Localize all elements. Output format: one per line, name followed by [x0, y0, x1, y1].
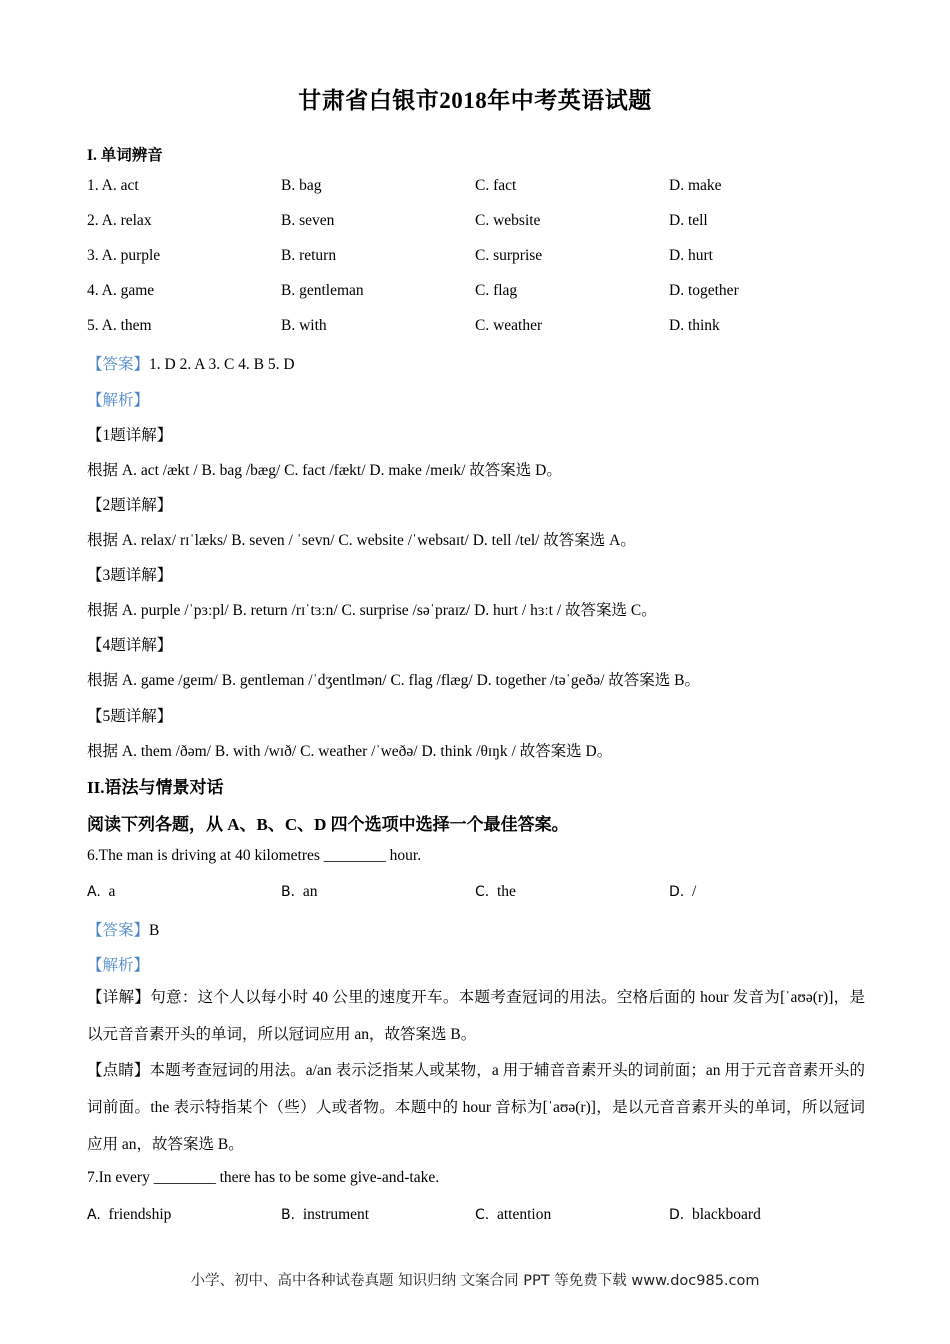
answer-text: 1. D 2. A 3. C 4. B 5. D — [149, 356, 295, 373]
option: 5. A. them — [87, 317, 152, 334]
option-c: C. attention — [475, 1206, 552, 1223]
option: D. tell — [669, 212, 708, 229]
tip-tag: 【点睛】 — [87, 1062, 150, 1079]
page-title: 甘肃省白银市2018年中考英语试题 — [298, 88, 652, 113]
section2-instruction: 阅读下列各题，从 A、B、C、D 四个选项中选择一个最佳答案。 — [87, 815, 569, 834]
q6-answer-line — [87, 918, 159, 940]
question-7-stem: 7.In every ________ there has to be some give-and-take. — [87, 1169, 440, 1186]
option: D. think — [669, 317, 720, 334]
detail-label: 【5题详解】 — [87, 708, 173, 725]
section2-heading: II.语法与情景对话 — [87, 778, 224, 797]
answer-tag: 【答案】 — [87, 356, 150, 373]
answer-line — [87, 352, 295, 374]
option-d: D. / — [669, 883, 697, 900]
detail-text: 根据 A. purple /ˈpɜːpl/ B. return /rɪˈtɜːn/ C. surprise /səˈpraɪz/ D. hurt / hɜːt / 故答案选 C。 — [87, 602, 657, 619]
tip-text: 本题考查冠词的用法。a/an 表示泛指某人或某物，a 用于辅音音素开头的词前面；an 用于元音音素开头的词前面。the 表示特指某个（些）人或者物。本题中的 hour 音标为[ˈaʊə(r)]，是以元音音素开头的单词，所以冠词应用 an，故答案选 B。 — [87, 1062, 865, 1153]
option: C. website — [475, 212, 541, 229]
option-d: D. blackboard — [669, 1206, 761, 1223]
answer-tag: 【答案】 — [87, 922, 150, 939]
answer-text: B — [149, 922, 160, 939]
q6-detail — [87, 979, 865, 1053]
detail-label: 【1题详解】 — [87, 427, 173, 444]
detail-text: 句意：这个人以每小时 40 公里的速度开车。本题考查冠词的用法。空格后面的 hour 发音为[ˈaʊə(r)]，是以元音音素开头的单词，所以冠词应用 an，故答案选 B。 — [87, 989, 865, 1043]
footer-text: 小学、初中、高中各种试卷真题 知识归纳 文案合同 PPT 等免费下载 www.doc985.com — [190, 1273, 760, 1289]
option: D. together — [669, 282, 739, 299]
option: 2. A. relax — [87, 212, 152, 229]
detail-text: 根据 A. act /ækt / B. bag /bæg/ C. fact /fækt/ D. make /meɪk/ 故答案选 D。 — [87, 462, 562, 479]
option-c: C. the — [475, 883, 516, 900]
option: 1. A. act — [87, 177, 139, 194]
detail-text: 根据 A. relax/ rɪˈlæks/ B. seven / ˈsevn/ C. website /ˈwebsaɪt/ D. tell /tel/ 故答案选 A。 — [87, 532, 636, 549]
option: B. seven — [281, 212, 335, 229]
option: 4. A. game — [87, 282, 155, 299]
q6-tip — [87, 1052, 865, 1163]
detail-label: 【3题详解】 — [87, 567, 173, 584]
option: B. bag — [281, 177, 322, 194]
section1-heading: I. 单词辨音 — [87, 147, 163, 164]
option: C. flag — [475, 282, 518, 299]
option: 3. A. purple — [87, 247, 161, 264]
option: D. hurt — [669, 247, 713, 264]
option-b: B. instrument — [281, 1206, 370, 1223]
option-b: B. an — [281, 883, 318, 900]
option: B. gentleman — [281, 282, 364, 299]
analysis-tag: 【解析】 — [87, 392, 150, 409]
option-a: A. a — [87, 883, 116, 900]
question-6-stem: 6.The man is driving at 40 kilometres ________ hour. — [87, 847, 422, 864]
detail-label: 【4题详解】 — [87, 637, 173, 654]
option: C. fact — [475, 177, 517, 194]
option: C. surprise — [475, 247, 543, 264]
detail-text: 根据 A. them /ðəm/ B. with /wɪð/ C. weather /ˈweðə/ D. think /θɪŋk / 故答案选 D。 — [87, 743, 613, 760]
option-a: A. friendship — [87, 1206, 172, 1223]
detail-tag: 【详解】 — [87, 989, 151, 1006]
detail-label: 【2题详解】 — [87, 497, 173, 514]
option: C. weather — [475, 317, 543, 334]
option: D. make — [669, 177, 722, 194]
option: B. return — [281, 247, 337, 264]
q6-analysis-tag: 【解析】 — [87, 957, 150, 974]
detail-text: 根据 A. game /geɪm/ B. gentleman /ˈdʒentlmən/ C. flag /flæg/ D. together /təˈgeðə/ 故答案选 B。 — [87, 672, 700, 689]
option: B. with — [281, 317, 327, 334]
